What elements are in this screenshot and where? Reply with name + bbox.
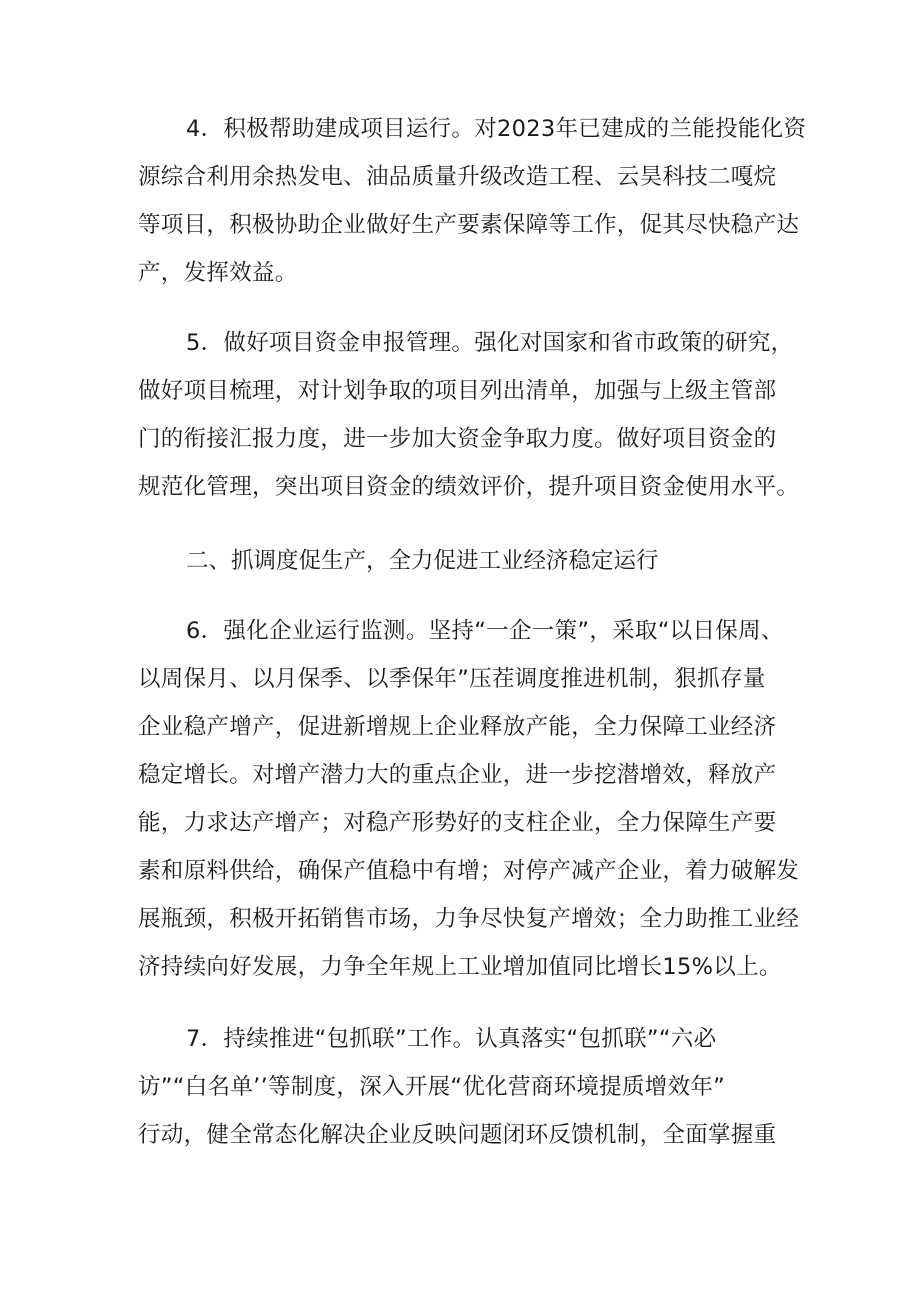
text-line: 以周保月、以月保季、以季保年”压茬调度推进机制，狠抓存量 — [138, 666, 766, 692]
text-line: 5．做好项目资金申报管理。强化对国家和省市政策的研究， — [186, 330, 794, 356]
text-line: 产，发挥效益。 — [138, 260, 298, 286]
text-line: 6．强化企业运行监测。坚持“一企一策”，采取“以日保周、 — [186, 618, 784, 644]
text-line: 等项目，积极协助企业做好生产要素保障等工作，促其尽快稳产达 — [138, 212, 800, 238]
text-line: 稳定增长。对增产潜力大的重点企业，进一步挖潜增效，释放产 — [138, 762, 777, 788]
text-line: 能，力求达产增产；对稳产形势好的支柱企业，全力保障生产要 — [138, 810, 777, 836]
text-line: 规范化管理，突出项目资金的绩效评价，提升项目资金使用水平。 — [138, 474, 800, 500]
text-line: 7．持续推进“包抓联”工作。认真落实“包抓联”“六必 — [186, 1026, 717, 1052]
paragraph-4 — [138, 105, 807, 297]
text-line: 访”“白名单’’等制度，深入开展“优化营商环境提质增效年” — [138, 1074, 726, 1100]
text-line: 行动，健全常态化解决企业反映问题闭环反馈机制，全面掌握重 — [138, 1122, 777, 1148]
text-line: 企业稳产增产，促进新增规上企业释放产能，全力保障工业经济 — [138, 714, 777, 740]
paragraph-6 — [138, 607, 798, 991]
text-line: 门的衔接汇报力度，进一步加大资金争取力度。做好项目资金的 — [138, 426, 777, 452]
text-line: 源综合利用余热发电、油品质量升级改造工程、云昊科技二嘎烷 — [138, 164, 777, 190]
section-heading: 二、抓调度促生产，全力促进工业经济稳定运行 — [186, 548, 659, 574]
text-line: 素和原料供给，确保产值稳中有增；对停产减产企业，着力破解发 — [138, 858, 800, 884]
text-line: 展瓶颈，积极开拓销售市场，力争尽快复产增效；全力助推工业经 — [138, 906, 800, 932]
text-line: 4．积极帮助建成项目运行。对2023年已建成的兰能投能化资 — [186, 116, 807, 142]
paragraph-5 — [138, 319, 798, 511]
text-line: 济持续向好发展，力争全年规上工业增加值同比增长15%以上。 — [138, 954, 782, 980]
paragraph-7 — [138, 1015, 798, 1159]
text-line: 做好项目梳理，对计划争取的项目列出清单，加强与上级主管部 — [138, 378, 777, 404]
